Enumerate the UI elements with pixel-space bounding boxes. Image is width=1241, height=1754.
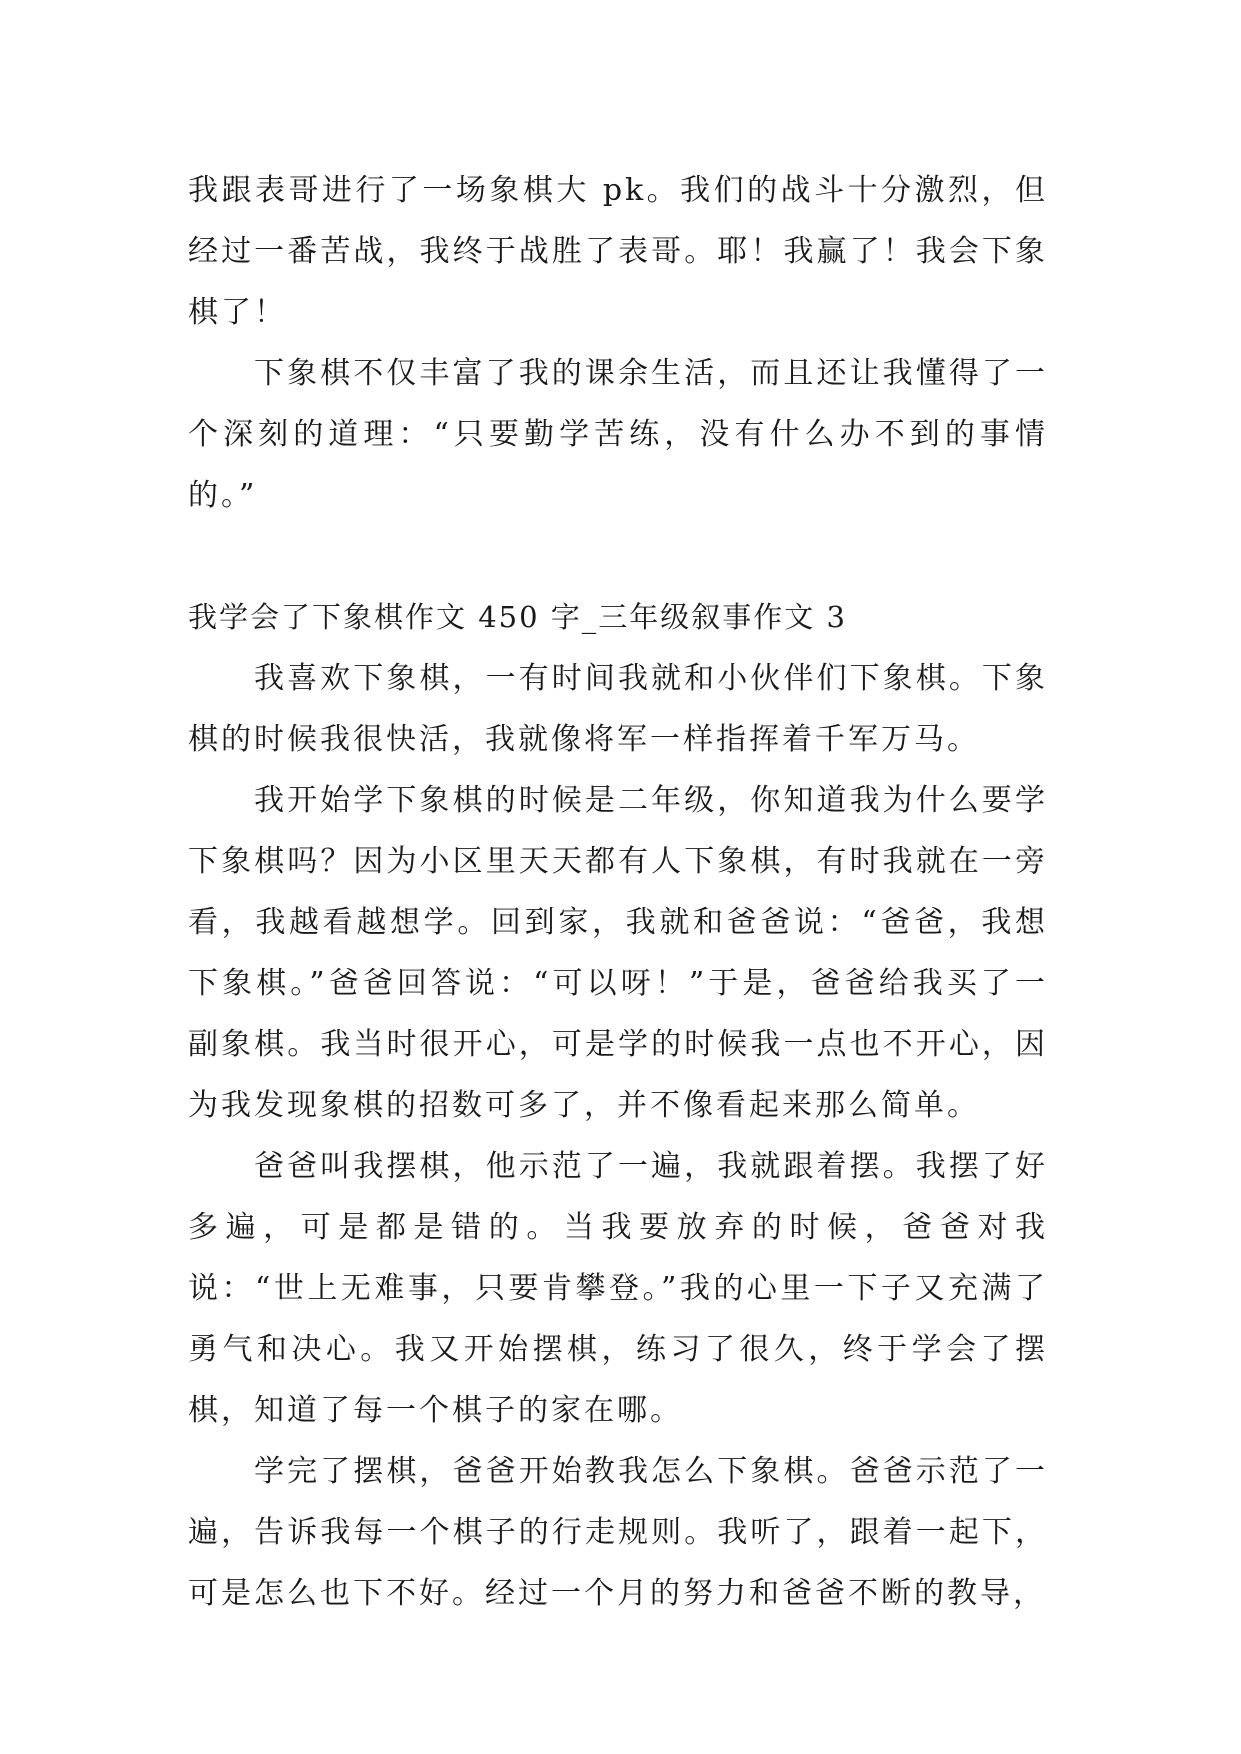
paragraph-2: 下象棋不仅丰富了我的课余生活，而且还让我懂得了一个深刻的道理：“只要勤学苦练，没有什么办不到的事情的。” [188, 356, 1048, 513]
paragraph-1: 我跟表哥进行了一场象棋大 pk。我们的战斗十分激烈，但经过一番苦战，我终于战胜了表哥。耶！我赢了！我会下象棋了！ [188, 173, 1048, 330]
section-title: 我学会了下象棋作文 450 字_三年级叙事作文 3 [188, 600, 847, 634]
paragraph-3: 我喜欢下象棋，一有时间我就和小伙伴们下象棋。下象棋的时候我很快活，我就像将军一样指挥着千军万马。 [188, 661, 1048, 757]
paragraph-4: 我开始学下象棋的时候是二年级，你知道我为什么要学下象棋吗？因为小区里天天都有人下象棋，有时我就在一旁看，我越看越想学。回到家，我就和爸爸说：“爸爸，我想下象棋。”爸爸回答说：“可以呀！”于是，爸爸给我买了一副象棋。我当时很开心，可是学的时候我一点也不开心，因为我发现象棋的招数可多了，并不像看起来那么简单。 [188, 783, 1048, 1123]
paragraph-6: 学完了摆棋，爸爸开始教我怎么下象棋。爸爸示范了一遍，告诉我每一个棋子的行走规则。我听了，跟着一起下，可是怎么也下不好。经过一个月的努力和爸爸不断的教导， [188, 1454, 1048, 1611]
paragraph-5: 爸爸叫我摆棋，他示范了一遍，我就跟着摆。我摆了好多遍，可是都是错的。当我要放弃的时候，爸爸对我说：“世上无难事，只要肯攀登。”我的心里一下子又充满了勇气和决心。我又开始摆棋，练习了很久，终于学会了摆棋，知道了每一个棋子的家在哪。 [188, 1149, 1048, 1428]
document-body [188, 160, 1048, 1624]
section-spacer [188, 526, 1048, 587]
